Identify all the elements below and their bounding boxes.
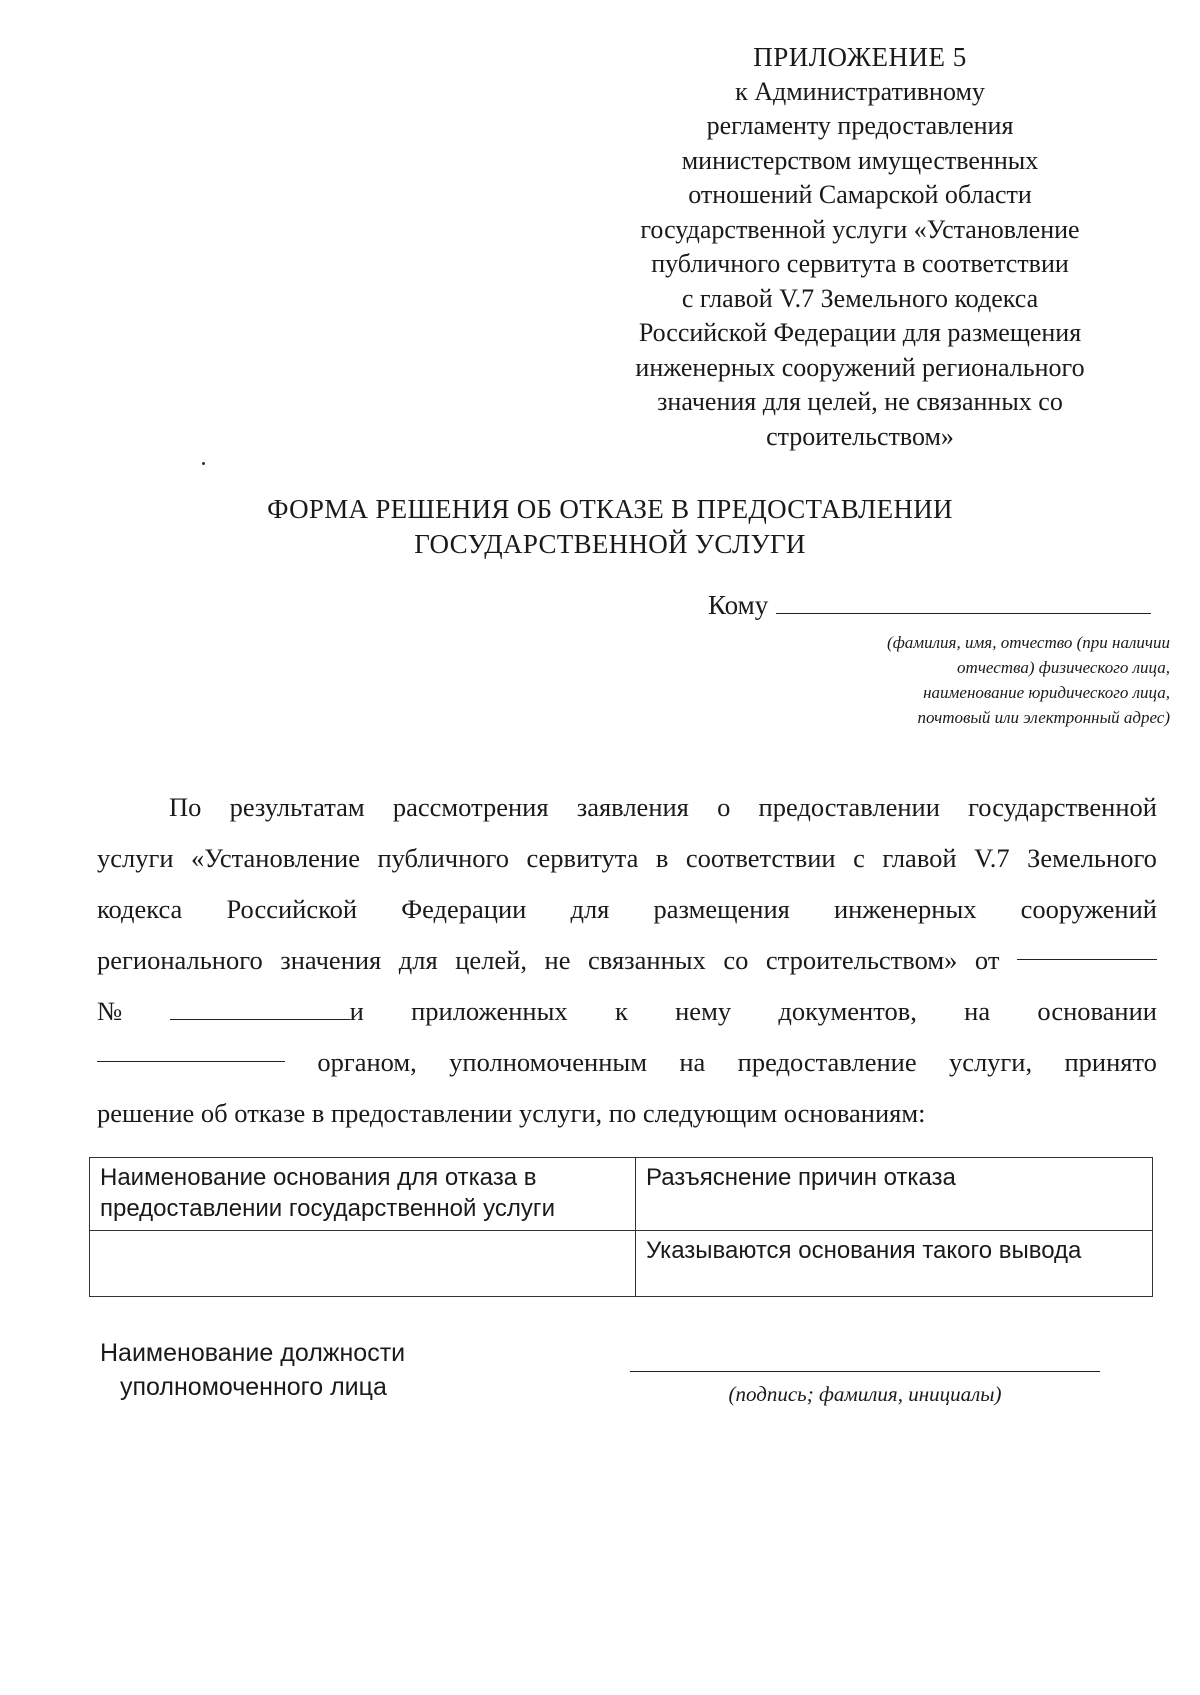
word: предоставлении [758, 792, 940, 822]
official-position [100, 1336, 405, 1404]
word: сервитута [526, 843, 639, 873]
signature-line [630, 1370, 1100, 1372]
word: приложенных [411, 996, 568, 1026]
recipient-label: Кому [708, 590, 769, 620]
word: публичного [377, 843, 509, 873]
signature-hint: (подпись; фамилия, инициалы) [728, 1382, 1002, 1406]
appendix-line: регламенту предоставления [706, 111, 1014, 140]
number-sign: № [97, 996, 123, 1026]
paragraph-last-line: решение об отказе в предоставлении услуги, по следующим основаниям: [97, 1098, 926, 1128]
appendix-line: значения для целей, не связанных со [657, 387, 1063, 416]
recipient-hint [790, 630, 1170, 730]
table-header-cell: Наименование основания для отказа в предоставлении государственной услуги [90, 1158, 636, 1231]
word: рассмотрения [392, 792, 549, 822]
word: основании [1037, 996, 1157, 1026]
word: Российской [226, 894, 358, 924]
decision-paragraph [97, 782, 1157, 1139]
word: для [570, 894, 610, 924]
appendix-header: ПРИЛОЖЕНИЕ 5 [753, 42, 967, 72]
table-header-cell: Разъяснение причин отказа [636, 1158, 1153, 1231]
word: кодекса [97, 894, 183, 924]
word: заявления [576, 792, 689, 822]
table-row [90, 1231, 1153, 1297]
word: государственной [968, 792, 1157, 822]
word: инженерных [833, 894, 977, 924]
appendix-line: к Административному [735, 76, 985, 106]
word: целей, [455, 945, 527, 975]
word: строительством» [765, 945, 958, 975]
form-title-line1: ФОРМА РЕШЕНИЯ ОБ ОТКАЗЕ В ПРЕДОСТАВЛЕНИИ [267, 494, 953, 524]
recipient-field [708, 590, 1151, 621]
paragraph-line-4 [97, 935, 1157, 986]
table-cell: Указываются основания такого вывода [636, 1231, 1153, 1297]
word: в [655, 843, 669, 873]
word: По [169, 792, 202, 822]
appendix-line: с главой V.7 Земельного кодекса [681, 283, 1039, 313]
word: с [853, 843, 865, 873]
word: результатам [229, 792, 365, 822]
paragraph-line-3 [97, 884, 1157, 935]
appendix-line: публичного сервитута в соответствии [651, 249, 1069, 278]
word: размещения [653, 894, 790, 924]
word: от [974, 945, 1000, 975]
appendix-line: государственной услуги «Установление [640, 214, 1080, 244]
recipient-hint-line: отчества) физического лица, [957, 658, 1170, 677]
word: соответствии [685, 843, 836, 873]
word: регионального [97, 945, 263, 975]
recipient-hint-line: почтовый или электронный адрес) [917, 708, 1170, 727]
date-blank [1017, 935, 1157, 960]
official-position-line1: Наименование должности [100, 1339, 406, 1367]
recipient-hint-line: наименование юридического лица, [923, 683, 1170, 702]
word: к [614, 996, 628, 1026]
official-position-line2: уполномоченного лица [120, 1373, 387, 1401]
word: со [723, 945, 749, 975]
paragraph-line-7 [97, 1088, 1157, 1139]
word: принято [1064, 1047, 1157, 1077]
word: органом, [317, 1047, 417, 1077]
word: предоставление [737, 1047, 917, 1077]
word: главой [882, 843, 957, 873]
appendix-line: Российской Федерации для размещения [638, 318, 1082, 347]
appendix-line: строительством» [766, 421, 954, 451]
word: на [964, 996, 991, 1026]
word: документов, [778, 996, 917, 1026]
number-blank [170, 995, 350, 1020]
paragraph-line-2 [97, 833, 1157, 884]
word: на [679, 1047, 706, 1077]
recipient-blank [776, 591, 1151, 614]
word: о [717, 792, 731, 822]
scan-speck [202, 462, 205, 465]
word: сооружений [1020, 894, 1157, 924]
appendix-line: министерством имущественных [681, 145, 1039, 175]
refusal-reasons-table [89, 1157, 1153, 1297]
paragraph-line-6 [97, 1037, 1157, 1088]
word: связанных [588, 945, 706, 975]
paragraph-line-1 [97, 782, 1157, 833]
appendix-block [590, 40, 1130, 454]
form-title-line2: ГОСУДАРСТВЕННОЙ УСЛУГИ [414, 529, 806, 559]
paragraph-line-5 [97, 986, 1157, 1037]
word: уполномоченным [449, 1047, 647, 1077]
word: «Установление [191, 843, 360, 873]
word: нему [675, 996, 732, 1026]
appendix-line: отношений Самарской области [688, 180, 1032, 209]
word: и [349, 996, 364, 1026]
recipient-hint-line: (фамилия, имя, отчество (при наличии [887, 633, 1170, 652]
word: для [398, 945, 438, 975]
word: Федерации [401, 894, 527, 924]
form-title [200, 492, 1020, 562]
table-header-row [90, 1158, 1153, 1231]
word: не [544, 945, 571, 975]
appendix-line: инженерных сооружений регионального [635, 352, 1085, 382]
basis-blank [97, 1037, 285, 1062]
number-blank-group [170, 986, 364, 1037]
word: Земельного [1027, 843, 1157, 873]
word: услуги, [948, 1047, 1033, 1077]
word: услуги [97, 843, 174, 873]
table-cell [90, 1231, 636, 1297]
word: значения [280, 945, 382, 975]
word: V.7 [974, 843, 1010, 873]
